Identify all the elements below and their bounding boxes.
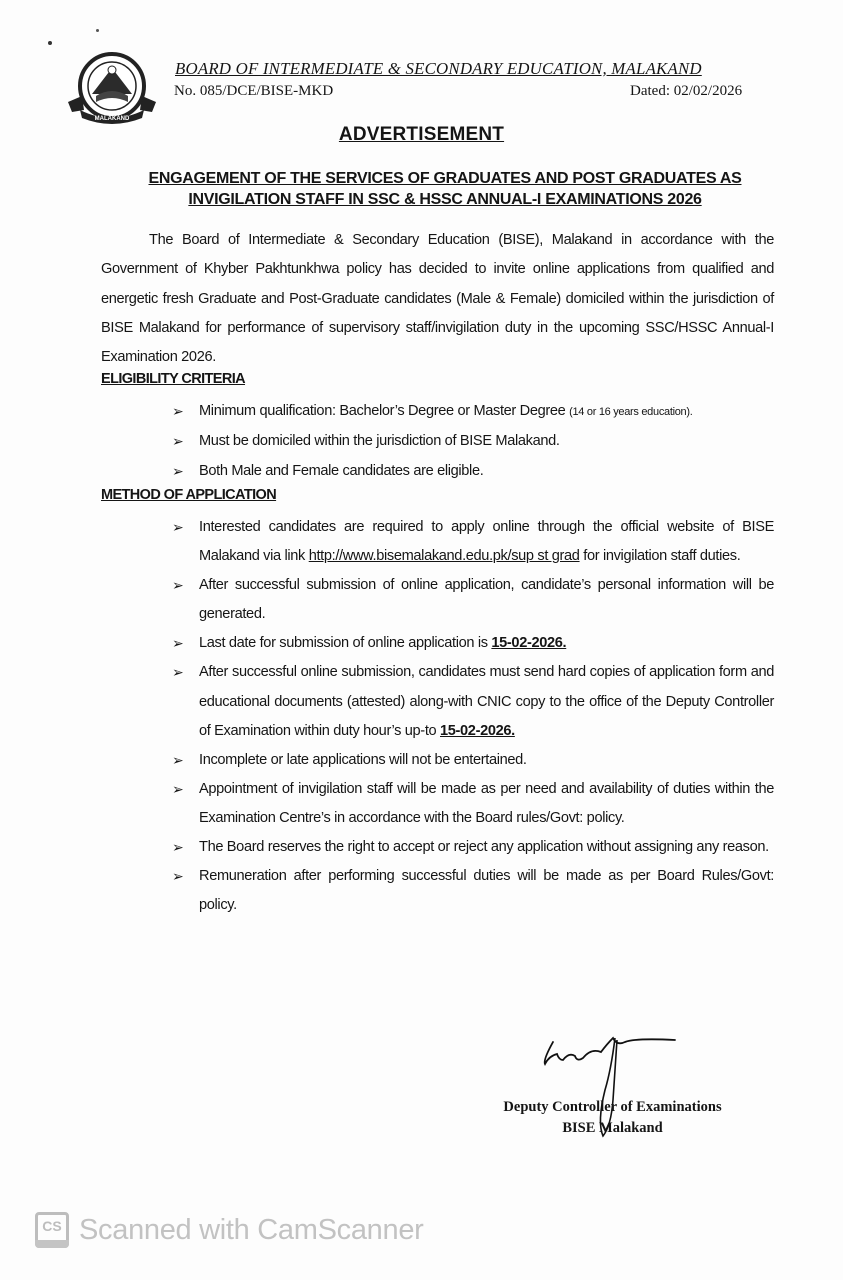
signatory-designation: Deputy Controller of Examinations bbox=[503, 1099, 722, 1115]
watermark-text: Scanned with CamScanner bbox=[79, 1213, 424, 1246]
signatory-office: BISE Malakand bbox=[562, 1120, 663, 1136]
list-item: ➢ Incomplete or late applications will not be entertained. bbox=[172, 746, 774, 775]
education-note: (14 or 16 years education). bbox=[569, 406, 693, 418]
board-logo-icon bbox=[66, 50, 158, 128]
signatory-block bbox=[480, 1097, 745, 1139]
list-item: ➢ Appointment of invigilation staff will be made as per need and availability of duties within the Examination Centre’s in accordance with the Board rules/Govt: policy. bbox=[172, 775, 774, 833]
list-item: ➢ Must be domiciled within the jurisdiction of BISE Malakand. bbox=[172, 427, 777, 456]
camscanner-watermark bbox=[35, 1212, 424, 1248]
arrow-bullet-icon: ➢ bbox=[172, 462, 184, 479]
subject-heading bbox=[100, 168, 790, 210]
subject-line-1: ENGAGEMENT OF THE SERVICES OF GRADUATES AND POST GRADUATES AS bbox=[148, 170, 742, 187]
eligibility-list bbox=[172, 397, 777, 486]
list-item: ➢ After successful submission of online application, candidate’s personal information will be generated. bbox=[172, 571, 774, 629]
hard-copy-deadline: 15-02-2026. bbox=[440, 722, 515, 739]
application-link[interactable]: http://www.bisemalakand.edu.pk/sup st grad bbox=[308, 548, 580, 565]
issue-date: Dated: 02/02/2026 bbox=[630, 83, 743, 99]
reference-number: No. 085/DCE/BISE-MKD bbox=[174, 83, 334, 99]
arrow-bullet-icon: ➢ bbox=[172, 868, 184, 885]
board-name: BOARD OF INTERMEDIATE & SECONDARY EDUCATION, MALAKAND bbox=[175, 59, 702, 78]
arrow-bullet-icon: ➢ bbox=[172, 664, 184, 681]
last-date: 15-02-2026. bbox=[491, 635, 567, 652]
arrow-bullet-icon: ➢ bbox=[172, 780, 184, 797]
scan-speck bbox=[96, 29, 99, 32]
list-item: ➢ Interested candidates are required to apply online through the official website of BISE Malakand via link http://www.bisemalakand.edu.pk/sup st grad for invigilation staff duties. bbox=[172, 513, 774, 571]
svg-text:MALAKAND: MALAKAND bbox=[94, 116, 130, 122]
subject-line-2: INVIGILATION STAFF IN SSC & HSSC ANNUAL-I EXAMINATIONS 2026 bbox=[188, 191, 702, 208]
arrow-bullet-icon: ➢ bbox=[172, 839, 184, 856]
list-item: ➢ Both Male and Female candidates are eligible. bbox=[172, 457, 777, 486]
scan-speck bbox=[48, 41, 52, 45]
list-item: ➢ Last date for submission of online application is 15-02-2026. bbox=[172, 629, 774, 658]
list-item: ➢ Remuneration after performing successful duties will be made as per Board Rules/Govt: policy. bbox=[172, 862, 774, 920]
arrow-bullet-icon: ➢ bbox=[172, 751, 184, 768]
arrow-bullet-icon: ➢ bbox=[172, 403, 184, 419]
list-item: ➢ Minimum qualification: Bachelor’s Degree or Master Degree (14 or 16 years education). bbox=[172, 397, 777, 427]
list-item: ➢ After successful online submission, candidates must send hard copies of application form and educational documents (attested) along-with CNIC copy to the office of the Deputy Controller of Examination within duty hour’s up-to 15-02-2026. bbox=[172, 658, 774, 745]
page-title: ADVERTISEMENT bbox=[338, 124, 505, 145]
method-list bbox=[172, 513, 774, 920]
arrow-bullet-icon: ➢ bbox=[172, 577, 184, 594]
list-item: ➢ The Board reserves the right to accept or reject any application without assigning any reason. bbox=[172, 833, 774, 862]
method-heading: METHOD OF APPLICATION bbox=[101, 487, 277, 503]
arrow-bullet-icon: ➢ bbox=[172, 433, 184, 450]
arrow-bullet-icon: ➢ bbox=[172, 519, 184, 535]
camscanner-logo-icon: CS bbox=[35, 1212, 69, 1248]
arrow-bullet-icon: ➢ bbox=[172, 635, 184, 652]
eligibility-heading: ELIGIBILITY CRITERIA bbox=[101, 371, 246, 387]
intro-paragraph: The Board of Intermediate & Secondary Education (BISE), Malakand in accordance with the Government of Khyber Pakhtunkhwa policy has decided to invite online applications from qualified and energetic fresh Graduate and Post-Graduate candidates (Male & Female) domiciled within the jurisdiction of BISE Malakand for performance of supervisory staff/invigilation duty in the upcoming SSC/HSSC Annual-I Examination 2026. bbox=[101, 232, 774, 366]
